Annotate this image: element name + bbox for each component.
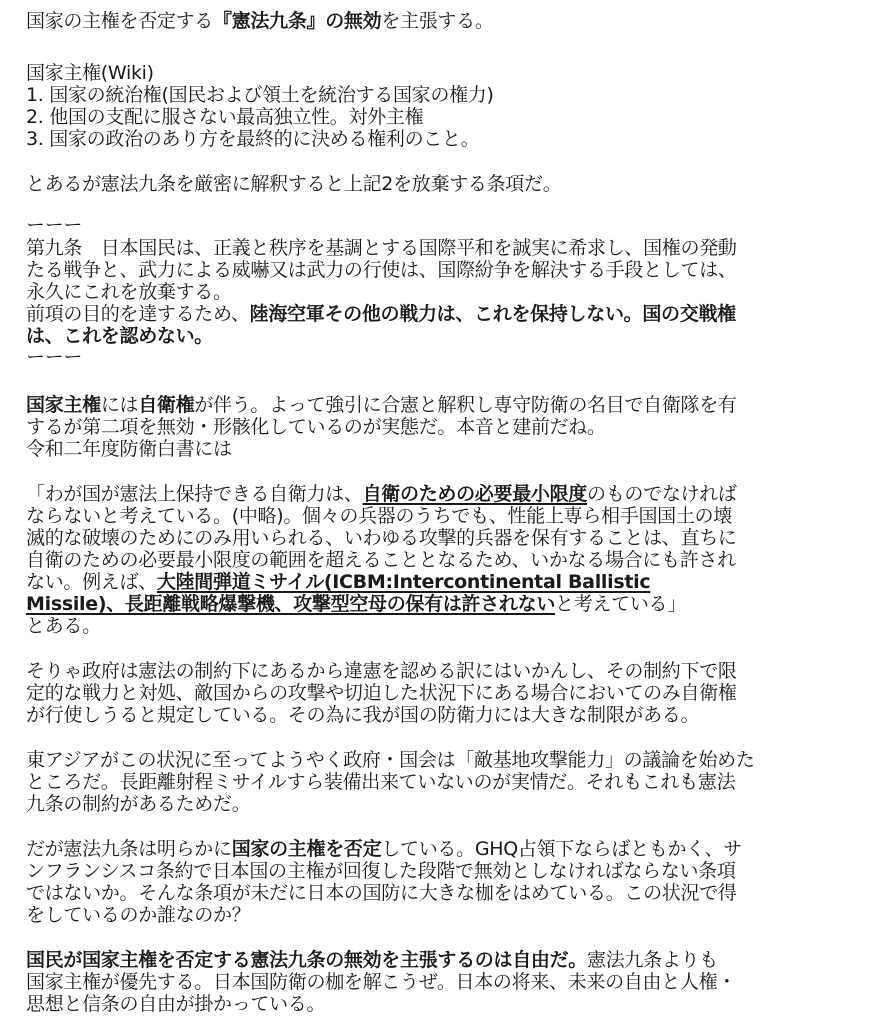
ghq-para-line	[26, 838, 742, 860]
bold-statement: 国民が国家主権を否定する憲法九条の無効を主張するのは自由だ。	[26, 949, 588, 971]
conclusion-line	[26, 949, 718, 971]
ghq-para-line: ンフランシスコ条約で日本国の主権が回復した段階で無効としなければならない条項	[26, 860, 736, 882]
white-paper-line: 自衛のための必要最小限度の範囲を超えることとなるため、いかなる場合にも許され	[26, 549, 736, 571]
plain-text: が伴う。よって強引に合憲と解釈し専守防衛の名目で自衛隊を有	[194, 394, 737, 416]
east-asia-para-line: ところだ。長距離射程ミサイルすら装備出来ていないのが実情だ。それもこれも憲法	[26, 771, 736, 793]
article9-line: 永久にこれを放棄する。	[26, 281, 232, 303]
article9-line	[26, 303, 736, 325]
east-asia-para-line: 東アジアがこの状況に至ってようやく政府・国会は「敵基地攻撃能力」の議論を始めた	[26, 749, 755, 771]
bold-term: 国家の主権を否定	[231, 838, 382, 860]
separator-top: ーーー	[26, 214, 83, 236]
intro-statement: とあるが憲法九条を厳密に解釈すると上記2を放棄する条項だ。	[26, 173, 562, 195]
white-paper-line	[26, 593, 686, 615]
white-paper-line: 滅的な破壊のためにのみ用いられる、いわゆる攻撃的兵器を保有することは、直ちに	[26, 527, 737, 549]
sovereignty-item: 2. 他国の支配に服さない最高独立性。対外主権	[26, 106, 424, 128]
heading	[26, 10, 494, 32]
conclusion-line: 思想と信条の自由が掛かっている。	[26, 993, 326, 1015]
heading-text-tail: を主張する。	[381, 10, 494, 32]
underlined-bold-text: Missile)、長距離戦略爆撃機、攻撃型空母の保有は許されない	[26, 593, 556, 615]
heading-text: 国家の主権を否定する	[26, 10, 214, 32]
underlined-bold-text: 大陸間弾道ミサイル(ICBM:Intercontinental Ballistic	[156, 571, 651, 593]
bold-term: 国家主権	[26, 394, 101, 416]
plain-text: している。GHQ占領下ならばともかく、サ	[381, 838, 742, 860]
separator-bottom: ーーー	[26, 346, 83, 368]
plain-text: ない。例えば、	[26, 571, 157, 593]
plain-text: と考えている」	[555, 593, 686, 615]
plain-text: 憲法九条よりも	[587, 949, 718, 971]
government-para-line: が行使しうると規定している。その為に我が国の防衛力には大きな制限がある。	[26, 704, 700, 726]
ghq-para-line: をしているのか誰なのか？	[26, 904, 251, 926]
article9-line: たる戦争と、武力による威嚇又は武力の行使は、国際紛争を解決する手段としては、	[26, 259, 737, 281]
plain-text: には	[100, 394, 139, 416]
heading-bold-text: 『憲法九条』の無効	[213, 10, 382, 32]
government-para-line: そりゃ政府は憲法の制約下にあるから違憲を認める訳にはいかんし、その制約下で限	[26, 660, 737, 682]
ghq-para-line: ではないか。そんな条項が未だに日本の国防に大きな枷をはめている。この状況で得	[26, 882, 737, 904]
article9-text: 前項の目的を達するため、	[26, 303, 250, 325]
article9-line: 第九条 日本国民は、正義と秩序を基調とする国際平和を誠実に希求し、国権の発動	[26, 237, 737, 259]
white-paper-line: ならないと考えている。(中略)。個々の兵器のうちでも、性能上専ら相手国国土の壊	[26, 505, 732, 527]
article9-bold-text: 陸海空軍その他の戦力は、これを保持しない。国の交戦権	[249, 303, 736, 325]
plain-text: のものでなければ	[587, 483, 737, 505]
sovereignty-item: 3. 国家の政治のあり方を最終的に決める権利のこと。	[26, 128, 480, 150]
self-defense-line: するが第二項を無効・形骸化しているのが実態だ。本音と建前だね。	[26, 416, 606, 438]
plain-text: 「わが国が憲法上保持できる自衛力は、	[26, 483, 363, 505]
east-asia-para-line: 九条の制約があるためだ。	[26, 793, 251, 815]
plain-text: だが憲法九条は明らかに	[26, 838, 232, 860]
white-paper-line	[26, 483, 737, 505]
self-defense-line: 令和二年度防衛白書には	[26, 438, 232, 460]
sovereignty-item: 1. 国家の統治権(国民および領土を統治する国家の権力)	[26, 84, 494, 106]
conclusion-line: 国家主権が優先する。日本国防衛の枷を解こうぜ。日本の将来、未来の自由と人権・	[26, 971, 737, 993]
self-defense-line	[26, 394, 737, 416]
bold-term: 自衛権	[138, 394, 195, 416]
article9-line: は、これを認めない。	[26, 325, 214, 347]
white-paper-line	[26, 571, 650, 593]
white-paper-line: とある。	[26, 615, 101, 637]
sovereignty-title: 国家主権(Wiki)	[26, 62, 154, 84]
government-para-line: 定的な戦力と対処、敵国からの攻撃や切迫した状況下にある場合においてのみ自衛権	[26, 682, 737, 704]
underlined-bold-text: 自衛のための必要最小限度	[362, 483, 588, 505]
